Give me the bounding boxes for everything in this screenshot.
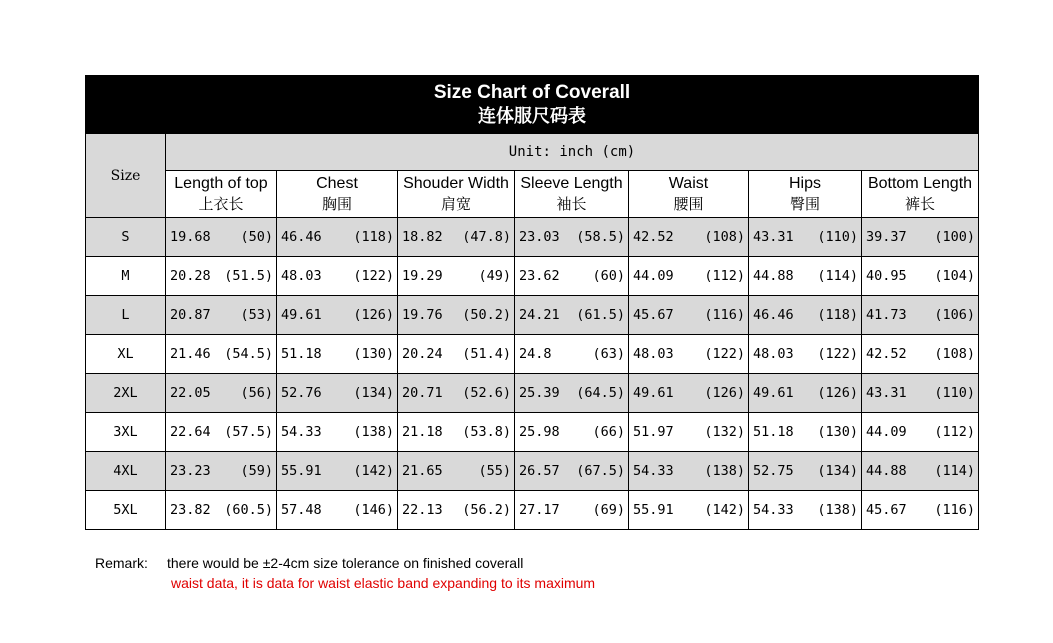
value-cm: (112) <box>704 268 745 284</box>
measurement-cell <box>629 413 749 452</box>
column-header <box>515 171 629 218</box>
column-header-cn: 腰围 <box>673 195 704 213</box>
chart-title <box>86 76 979 134</box>
value-cm: (55) <box>478 463 511 479</box>
value-cm: (56) <box>240 385 273 401</box>
column-header-cn: 袖长 <box>556 195 587 213</box>
column-header <box>749 171 862 218</box>
value-cm: (126) <box>817 385 858 401</box>
value-cm: (114) <box>817 268 858 284</box>
measurement-cell <box>749 335 862 374</box>
value-cm: (126) <box>704 385 745 401</box>
value-inch: 20.71 <box>402 385 443 401</box>
measurement-cell <box>629 218 749 257</box>
value-inch: 43.31 <box>753 229 794 245</box>
value-inch: 55.91 <box>633 502 674 518</box>
size-cell: 5XL <box>86 491 166 530</box>
column-header-en: Hips <box>788 175 821 192</box>
value-inch: 48.03 <box>753 346 794 362</box>
value-inch: 27.17 <box>519 502 560 518</box>
value-inch: 24.8 <box>519 346 552 362</box>
measurement-cell <box>166 296 277 335</box>
value-inch: 20.28 <box>170 268 211 284</box>
value-inch: 54.33 <box>281 424 322 440</box>
value-inch: 19.76 <box>402 307 443 323</box>
size-cell: L <box>86 296 166 335</box>
table-row <box>86 374 979 413</box>
value-cm: (134) <box>817 463 858 479</box>
value-inch: 25.39 <box>519 385 560 401</box>
table-row <box>86 296 979 335</box>
value-inch: 43.31 <box>866 385 907 401</box>
value-cm: (122) <box>817 346 858 362</box>
column-header-en: Length of top <box>174 175 268 192</box>
measurement-cell <box>398 296 515 335</box>
value-inch: 19.68 <box>170 229 211 245</box>
measurement-cell <box>277 374 398 413</box>
value-inch: 49.61 <box>633 385 674 401</box>
size-cell: 4XL <box>86 452 166 491</box>
measurement-cell <box>398 452 515 491</box>
value-inch: 48.03 <box>281 268 322 284</box>
value-cm: (53.8) <box>462 424 511 440</box>
value-inch: 23.82 <box>170 502 211 518</box>
measurement-cell <box>166 218 277 257</box>
value-inch: 20.87 <box>170 307 211 323</box>
value-inch: 41.73 <box>866 307 907 323</box>
value-inch: 54.33 <box>633 463 674 479</box>
value-inch: 42.52 <box>633 229 674 245</box>
measurement-cell <box>749 452 862 491</box>
column-header-en: Waist <box>668 175 709 192</box>
value-cm: (108) <box>704 229 745 245</box>
measurement-cell <box>166 374 277 413</box>
value-cm: (110) <box>934 385 976 401</box>
measurement-cell <box>398 374 515 413</box>
value-cm: (49) <box>478 268 511 284</box>
value-inch: 52.75 <box>753 463 794 479</box>
measurement-cell <box>398 491 515 530</box>
value-cm: (63) <box>592 346 625 362</box>
value-cm: (54.5) <box>224 346 273 362</box>
value-cm: (47.8) <box>462 229 511 245</box>
value-inch: 44.09 <box>633 268 674 284</box>
value-cm: (106) <box>934 307 976 323</box>
chart-title-en: Size Chart of Coverall <box>433 81 631 103</box>
table-row <box>86 335 979 374</box>
value-inch: 24.21 <box>519 307 560 323</box>
value-cm: (52.6) <box>462 385 511 401</box>
value-inch: 22.05 <box>170 385 211 401</box>
measurement-cell <box>515 296 629 335</box>
value-cm: (50.2) <box>462 307 511 323</box>
value-inch: 45.67 <box>633 307 674 323</box>
measurement-cell <box>749 413 862 452</box>
table-row <box>86 452 979 491</box>
value-cm: (126) <box>353 307 394 323</box>
column-header <box>277 171 398 218</box>
value-inch: 46.46 <box>281 229 322 245</box>
measurement-cell <box>166 257 277 296</box>
value-cm: (58.5) <box>576 229 625 245</box>
column-header <box>629 171 749 218</box>
measurement-cell <box>862 374 979 413</box>
value-inch: 21.65 <box>402 463 443 479</box>
measurement-cell <box>277 335 398 374</box>
value-cm: (138) <box>704 463 745 479</box>
value-cm: (59) <box>240 463 273 479</box>
value-inch: 26.57 <box>519 463 560 479</box>
measurement-cell <box>277 257 398 296</box>
value-cm: (146) <box>353 502 394 518</box>
size-cell: 3XL <box>86 413 166 452</box>
value-inch: 57.48 <box>281 502 322 518</box>
value-inch: 51.18 <box>281 346 322 362</box>
size-cell: XL <box>86 335 166 374</box>
remark-label: Remark: <box>95 555 148 571</box>
value-cm: (134) <box>353 385 394 401</box>
measurement-cell <box>515 257 629 296</box>
size-cell: S <box>86 218 166 257</box>
value-cm: (60.5) <box>224 502 273 518</box>
column-header-cn: 臀围 <box>789 195 820 213</box>
value-cm: (138) <box>353 424 394 440</box>
measurement-cell <box>515 452 629 491</box>
remark-block <box>95 553 595 593</box>
value-inch: 51.97 <box>633 424 674 440</box>
table-row <box>86 491 979 530</box>
value-inch: 51.18 <box>753 424 794 440</box>
measurement-cell <box>515 374 629 413</box>
measurement-cell <box>749 296 862 335</box>
measurement-cell <box>515 413 629 452</box>
measurement-cell <box>277 491 398 530</box>
value-cm: (67.5) <box>576 463 625 479</box>
column-header-en: Chest <box>316 175 358 192</box>
value-cm: (51.4) <box>462 346 511 362</box>
value-cm: (108) <box>934 346 976 362</box>
column-header-en: Sleeve Length <box>520 175 623 192</box>
measurement-cell <box>629 452 749 491</box>
value-cm: (61.5) <box>576 307 625 323</box>
measurement-cell <box>166 413 277 452</box>
measurement-cell <box>749 257 862 296</box>
measurement-cell <box>398 218 515 257</box>
measurement-cell <box>629 335 749 374</box>
value-inch: 42.52 <box>866 346 907 362</box>
measurement-cell <box>277 218 398 257</box>
measurement-cell <box>166 335 277 374</box>
measurement-cell <box>862 257 979 296</box>
measurement-cell <box>862 491 979 530</box>
value-inch: 18.82 <box>402 229 443 245</box>
column-header-en: Shouder Width <box>403 175 509 192</box>
measurement-cell <box>749 491 862 530</box>
measurement-cell <box>862 335 979 374</box>
measurement-cell <box>862 452 979 491</box>
measurement-cell <box>398 413 515 452</box>
remark-line-2: waist data, it is data for waist elastic band expanding to its maximum <box>171 575 596 591</box>
measurement-cell <box>629 491 749 530</box>
value-cm: (104) <box>934 268 976 284</box>
measurement-cell <box>749 374 862 413</box>
value-inch: 48.03 <box>633 346 674 362</box>
table-row <box>86 257 979 296</box>
measurement-cell <box>277 413 398 452</box>
measurement-cell <box>629 296 749 335</box>
value-inch: 23.23 <box>170 463 211 479</box>
value-cm: (51.5) <box>224 268 273 284</box>
value-cm: (112) <box>934 424 976 440</box>
value-cm: (64.5) <box>576 385 625 401</box>
measurement-cell <box>629 257 749 296</box>
value-inch: 19.29 <box>402 268 443 284</box>
size-cell: 2XL <box>86 374 166 413</box>
value-inch: 25.98 <box>519 424 560 440</box>
value-cm: (122) <box>353 268 394 284</box>
value-cm: (142) <box>704 502 745 518</box>
measurement-cell <box>515 491 629 530</box>
column-header <box>166 171 277 218</box>
measurement-cell <box>515 218 629 257</box>
value-cm: (138) <box>817 502 858 518</box>
value-cm: (69) <box>592 502 625 518</box>
value-inch: 45.67 <box>866 502 907 518</box>
value-inch: 54.33 <box>753 502 794 518</box>
value-cm: (114) <box>934 463 976 479</box>
value-inch: 23.03 <box>519 229 560 245</box>
value-inch: 44.88 <box>753 268 794 284</box>
value-cm: (116) <box>934 502 976 518</box>
measurement-cell <box>398 257 515 296</box>
value-cm: (122) <box>704 346 745 362</box>
measurement-cell <box>749 218 862 257</box>
measurement-cell <box>398 335 515 374</box>
value-cm: (142) <box>353 463 394 479</box>
value-inch: 40.95 <box>866 268 907 284</box>
measurement-cell <box>166 452 277 491</box>
value-inch: 46.46 <box>753 307 794 323</box>
value-inch: 20.24 <box>402 346 443 362</box>
value-cm: (118) <box>817 307 858 323</box>
value-cm: (130) <box>353 346 394 362</box>
value-cm: (53) <box>240 307 273 323</box>
size-column-header: Size <box>86 134 166 218</box>
measurement-cell <box>862 218 979 257</box>
measurement-cell <box>277 296 398 335</box>
column-header <box>862 171 979 218</box>
value-cm: (110) <box>817 229 858 245</box>
value-cm: (56.2) <box>462 502 511 518</box>
value-cm: (116) <box>704 307 745 323</box>
value-cm: (57.5) <box>224 424 273 440</box>
column-header-cn: 胸围 <box>321 195 352 213</box>
value-inch: 49.61 <box>281 307 322 323</box>
value-cm: (60) <box>592 268 625 284</box>
chart-title-cn: 连体服尺码表 <box>478 105 586 127</box>
unit-label: Unit: inch (cm) <box>166 134 979 171</box>
table-row <box>86 413 979 452</box>
value-cm: (100) <box>934 229 976 245</box>
value-inch: 52.76 <box>281 385 322 401</box>
column-header-cn: 裤长 <box>905 195 936 213</box>
value-inch: 23.62 <box>519 268 560 284</box>
measurement-cell <box>862 413 979 452</box>
value-inch: 39.37 <box>866 229 907 245</box>
column-header <box>398 171 515 218</box>
value-cm: (66) <box>592 424 625 440</box>
table-row <box>86 218 979 257</box>
remark-line-1: there would be ±2-4cm size tolerance on finished coverall <box>167 555 524 571</box>
size-cell: M <box>86 257 166 296</box>
column-header-en: Bottom Length <box>867 175 973 192</box>
size-chart-table <box>85 75 979 530</box>
value-inch: 22.64 <box>170 424 211 440</box>
value-inch: 55.91 <box>281 463 322 479</box>
measurement-cell <box>166 491 277 530</box>
value-inch: 44.88 <box>866 463 907 479</box>
value-inch: 44.09 <box>866 424 907 440</box>
value-cm: (50) <box>240 229 273 245</box>
measurement-cell <box>277 452 398 491</box>
measurement-cell <box>515 335 629 374</box>
measurement-cell <box>862 296 979 335</box>
value-inch: 49.61 <box>753 385 794 401</box>
value-cm: (132) <box>704 424 745 440</box>
column-header-cn: 上衣长 <box>198 195 244 213</box>
value-cm: (118) <box>353 229 394 245</box>
value-inch: 21.18 <box>402 424 443 440</box>
value-inch: 21.46 <box>170 346 211 362</box>
column-header-cn: 肩宽 <box>440 195 471 213</box>
measurement-cell <box>629 374 749 413</box>
value-cm: (130) <box>817 424 858 440</box>
value-inch: 22.13 <box>402 502 443 518</box>
